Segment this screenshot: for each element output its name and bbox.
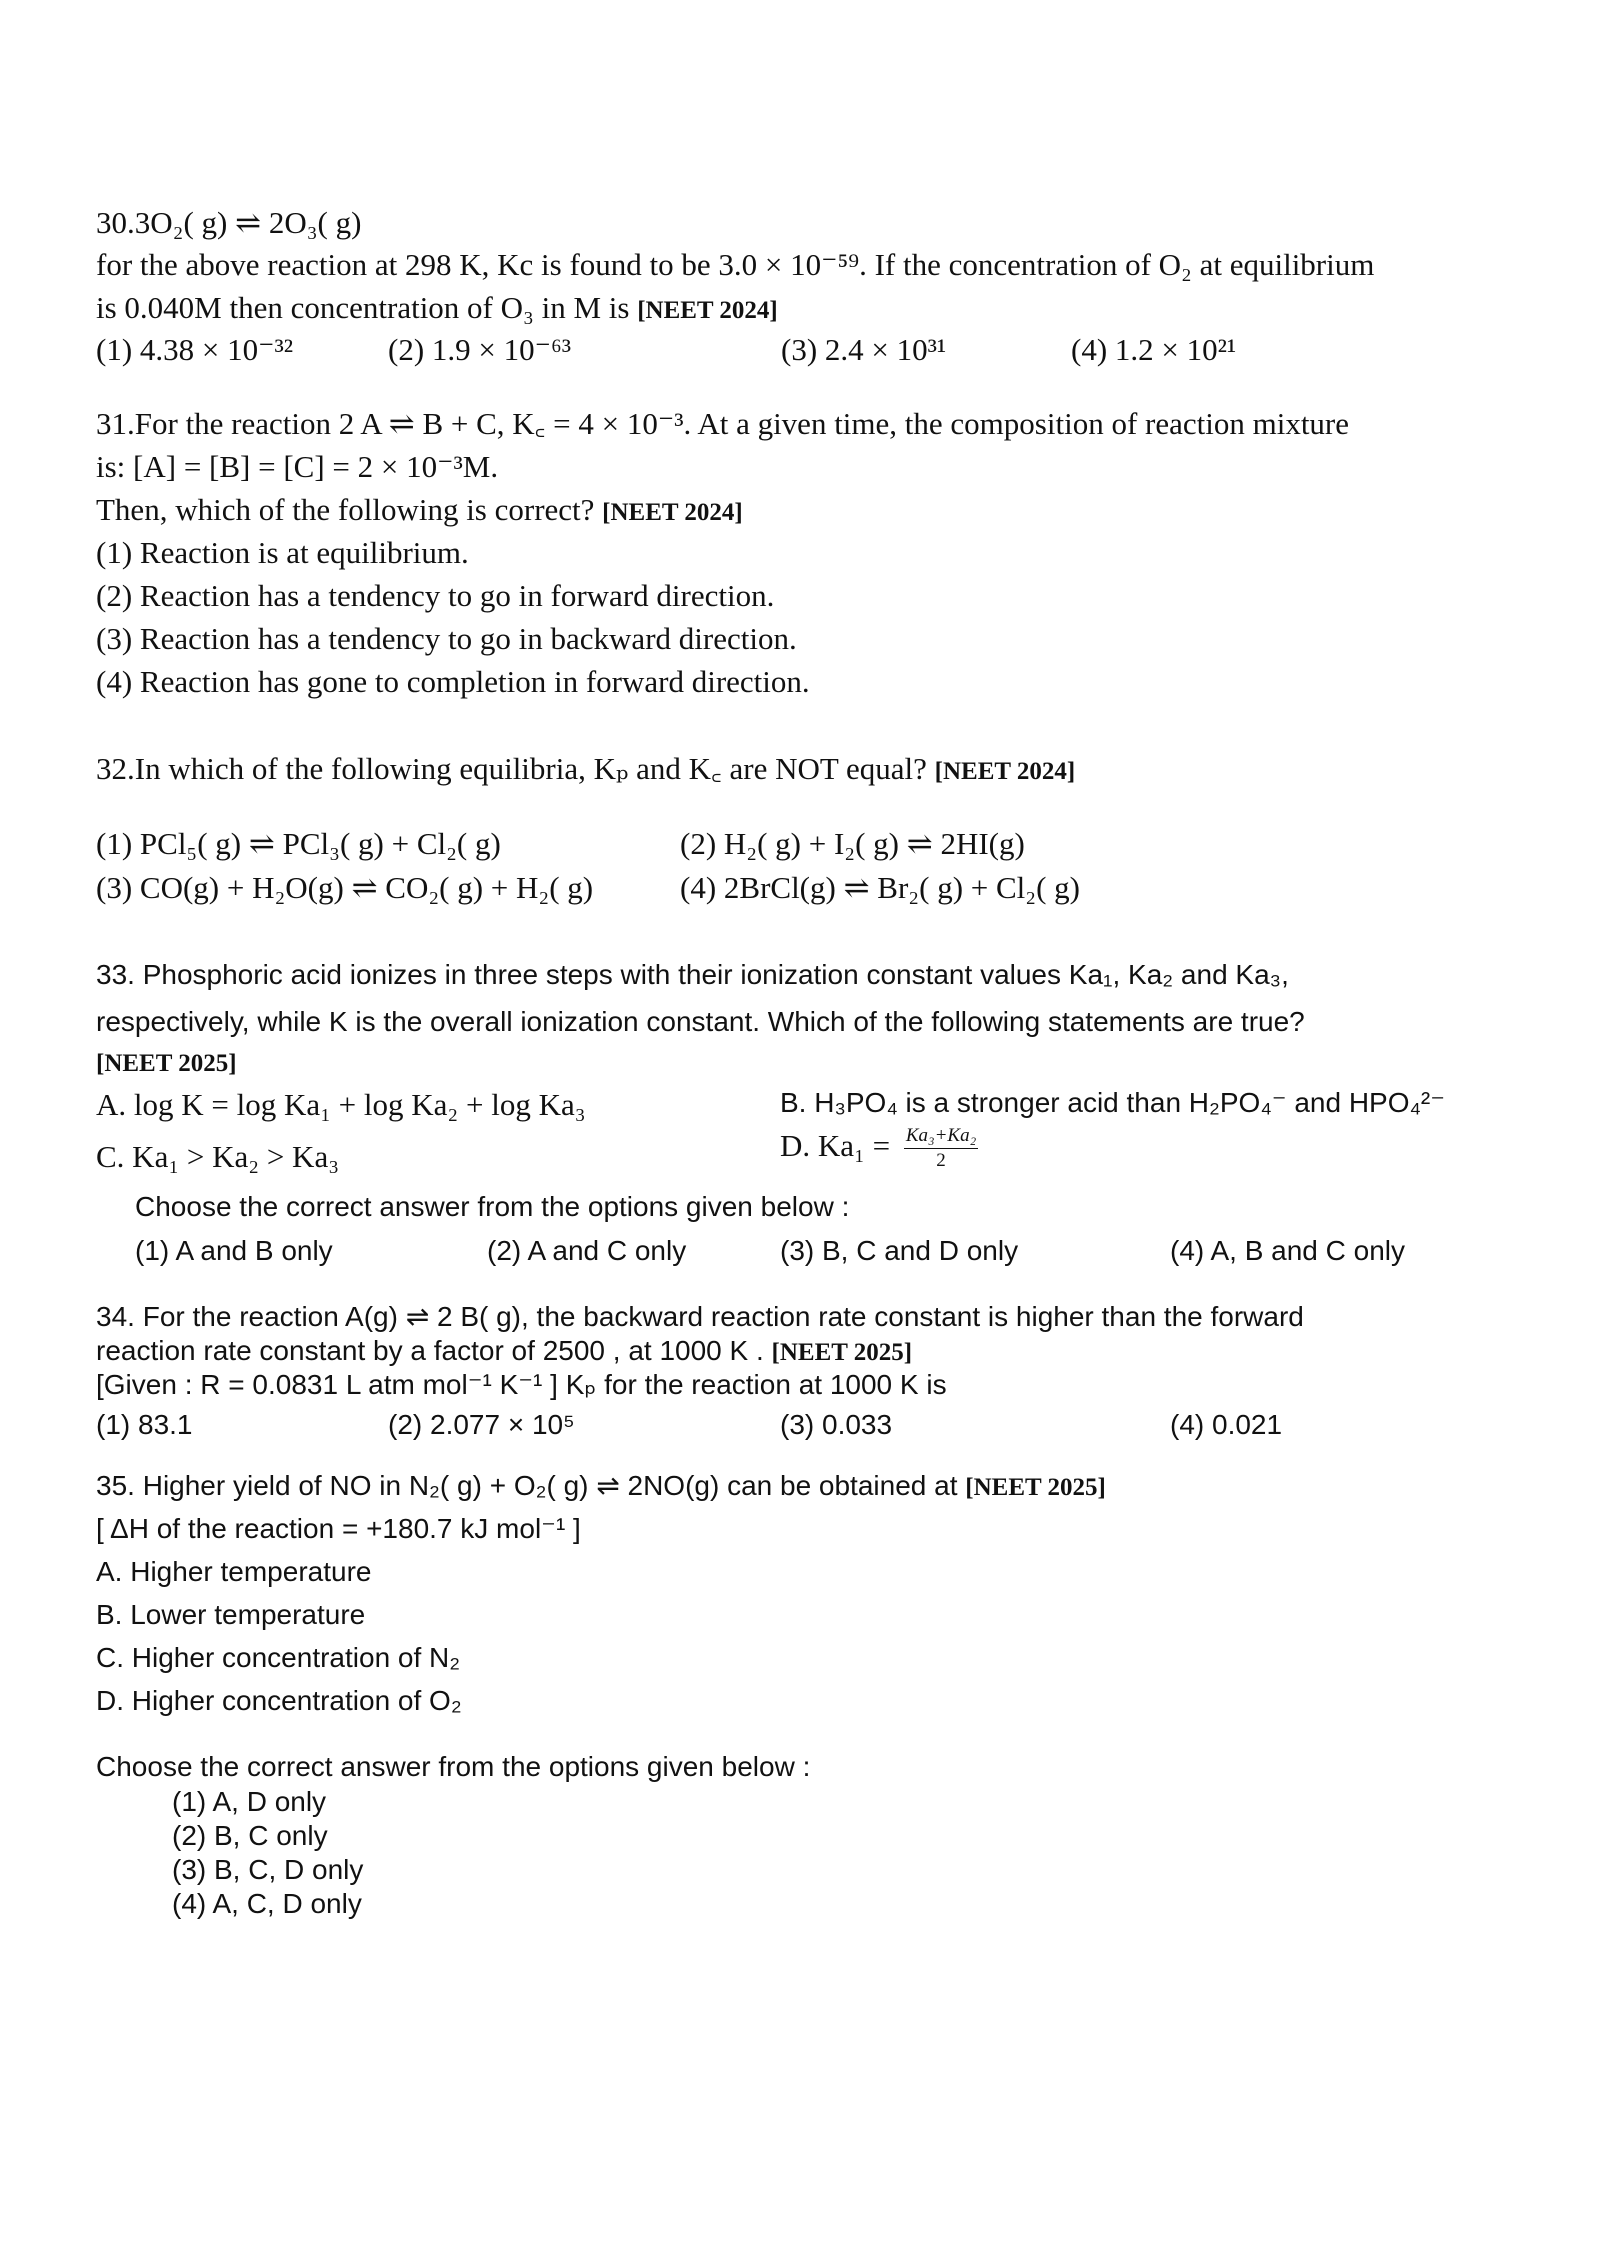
option-4[interactable]: (4) A, B and C only [1170,1235,1406,1266]
fraction-denominator: 2 [936,1149,946,1171]
statement-a: A. Higher temperature [96,1556,372,1587]
option-4[interactable]: (4) 2BrCl(g) ⇌ Br₂( g) + Cl₂( g) [680,870,1080,905]
option-1[interactable]: (1) A, D only [172,1786,327,1817]
option-3[interactable]: (3) B, C and D only [780,1235,1019,1266]
exam-tag: [NEET 2024] [602,499,743,526]
q35-text-line1 [96,1471,1106,1502]
q31-text-line2: is: [A] = [B] = [C] = 2 × 10⁻³M. [96,449,499,484]
exam-tag: [NEET 2025] [965,1474,1106,1501]
q34-text-line2-body: reaction rate constant by a factor of 2500 , at 1000 K . [96,1335,764,1366]
q35-text-line1-body: Higher yield of NO in N₂( g) + O₂( g) ⇌ 2NO(g) can be obtained at [142,1470,958,1501]
option-3[interactable]: (3) 0.033 [780,1409,893,1440]
statement-b: B. Lower temperature [96,1599,366,1630]
option-4[interactable]: (4) 1.2 × 10²¹ [1071,332,1237,367]
q33-number: 33. [96,959,135,990]
choose-answer-text: Choose the correct answer from the options given below : [135,1191,850,1222]
exam-tag: [NEET 2024] [637,297,778,324]
option-4[interactable]: (4) 0.021 [1170,1409,1283,1440]
q35-text-line2: [ ΔH of the reaction = +180.7 kJ mol⁻¹ ] [96,1513,581,1544]
option-3[interactable]: (3) Reaction has a tendency to go in backward direction. [96,621,797,656]
option-1[interactable]: (1) 83.1 [96,1409,193,1440]
fraction [904,1126,978,1172]
q34-text-line2 [96,1336,912,1367]
option-3[interactable]: (3) 2.4 × 10³¹ [781,332,947,367]
q31-text-line1 [96,407,1349,441]
q32-text-line1-body: In which of the following equilibria, Kₚ and K꜀ are NOT equal? [134,751,927,786]
option-4[interactable]: (4) A, C, D only [172,1888,362,1919]
statement-d [780,1126,978,1172]
q30-number: 30. [96,205,135,240]
choose-answer-text: Choose the correct answer from the options given below : [96,1751,811,1782]
exam-tag: [NEET 2024] [934,758,1076,785]
fraction-numerator: Ka₃+Ka₂ [904,1126,978,1149]
option-2[interactable]: (2) 1.9 × 10⁻⁶³ [388,332,572,367]
q34-text-line3: [Given : R = 0.0831 L atm mol⁻¹ K⁻¹ ] Kₚ for the reaction at 1000 K is [96,1369,947,1400]
q30-text-line2-body: is 0.040M then concentration of O₃ in M is [96,290,630,325]
option-4[interactable]: (4) Reaction has gone to completion in forward direction. [96,664,810,699]
q33-text-line2: respectively, while K is the overall ionization constant. Which of the following statements are true? [96,1006,1305,1037]
q34-number: 34. [96,1301,135,1332]
q30-reaction: 3O₂( g) ⇌ 2O₃( g) [134,205,362,240]
option-1[interactable]: (1) PCl₅( g) ⇌ PCl₃( g) + Cl₂( g) [96,826,501,861]
q31-text-line3 [96,493,743,527]
option-3[interactable]: (3) CO(g) + H₂O(g) ⇌ CO₂( g) + H₂( g) [96,870,594,905]
exam-tag: [NEET 2025] [96,1050,237,1077]
statement-a: A. log K = log Ka₁ + log Ka₂ + log Ka₃ [96,1087,586,1122]
q31-number: 31. [96,406,135,441]
q31-text-line3-body: Then, which of the following is correct? [96,492,595,527]
option-2[interactable]: (2) H₂( g) + I₂( g) ⇌ 2HI(g) [680,826,1025,861]
option-1[interactable]: (1) Reaction is at equilibrium. [96,535,469,570]
q33-text-line1-body: Phosphoric acid ionizes in three steps with their ionization constant values Ka₁, Ka₂ and Ka₃, [142,959,1289,990]
option-2[interactable]: (2) A and C only [487,1235,687,1266]
q35-number: 35. [96,1470,135,1501]
exam-tag: [NEET 2025] [771,1339,913,1366]
q34-text-line1-body: For the reaction A(g) ⇌ 2 B( g), the backward reaction rate constant is higher than the forward [142,1301,1304,1332]
q34-text-line1 [96,1302,1304,1333]
statement-b: B. H₃PO₄ is a stronger acid than H₂PO₄⁻ and HPO₄²⁻ [780,1087,1446,1118]
q33-text-line1 [96,960,1289,991]
q30-text-line2 [96,291,778,325]
q31-text-line1-body: For the reaction 2 A ⇌ B + C, K꜀ = 4 × 10⁻³. At a given time, the composition of reaction mixture [134,406,1350,441]
option-2[interactable]: (2) 2.077 × 10⁵ [388,1409,575,1440]
option-1[interactable]: (1) A and B only [135,1235,333,1266]
q32-number: 32. [96,751,135,786]
q30-text-line1: for the above reaction at 298 K, Kc is found to be 3.0 × 10⁻⁵⁹. If the concentration of O₂ at equilibrium [96,247,1375,282]
q30-heading [96,206,361,240]
q32-text-line1 [96,752,1075,786]
option-2[interactable]: (2) B, C only [172,1820,328,1851]
q33-tag-line [96,1050,237,1078]
option-2[interactable]: (2) Reaction has a tendency to go in forward direction. [96,578,775,613]
statement-d: D. Higher concentration of O₂ [96,1685,462,1716]
statement-c: C. Higher concentration of N₂ [96,1642,461,1673]
statement-c: C. Ka₁ > Ka₂ > Ka₃ [96,1139,340,1174]
statement-d-prefix: D. Ka₁ = [780,1128,891,1163]
option-3[interactable]: (3) B, C, D only [172,1854,364,1885]
option-1[interactable]: (1) 4.38 × 10⁻³² [96,332,294,367]
